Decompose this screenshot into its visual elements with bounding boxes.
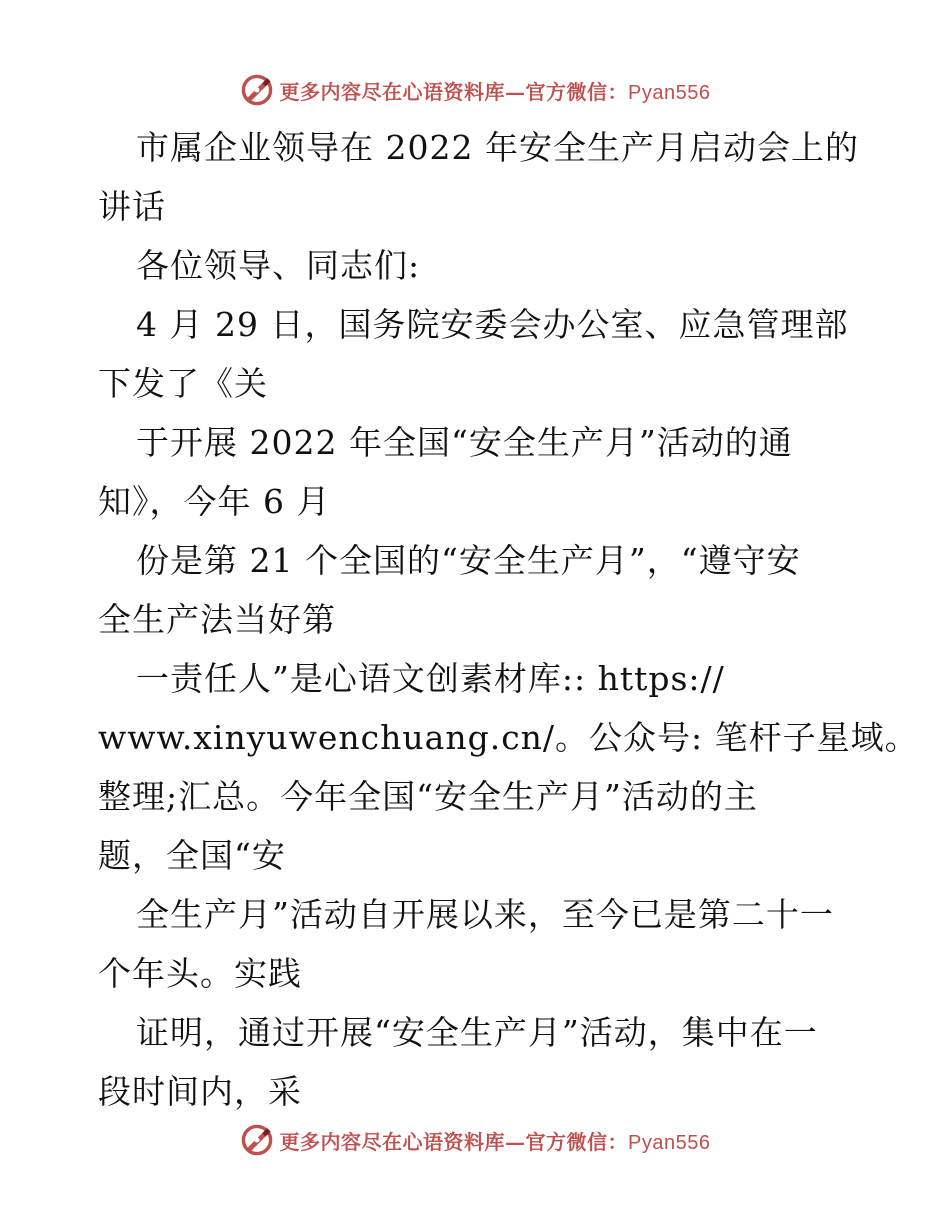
- pen-logo-icon: [240, 1123, 274, 1157]
- text-line: 个年头。实践: [98, 954, 302, 993]
- wechat-id: Pyan556: [628, 81, 711, 104]
- pen-logo-icon: [240, 73, 274, 107]
- banner-label: 更多内容尽在心语资料库—官方微信：: [279, 1129, 629, 1154]
- banner-text: [280, 76, 711, 105]
- text-line: 份是第 21 个全国的“安全生产月”，“遵守安: [136, 541, 801, 580]
- text-line: 证明，通过开展“安全生产月”活动，集中在一: [136, 1013, 818, 1052]
- text-line: 知》，今年 6 月: [98, 482, 331, 521]
- text-line: 段时间内，采: [98, 1072, 302, 1111]
- text-line: 市属企业领导在 2022 年安全生产月启动会上的: [136, 128, 859, 167]
- footer-banner: [0, 1118, 950, 1162]
- banner-label: 更多内容尽在心语资料库—官方微信：: [279, 79, 629, 104]
- banner-text: [280, 1126, 711, 1155]
- text-line: 题，全国“安: [98, 836, 286, 875]
- text-line: 整理;汇总。今年全国“安全生产月”活动的主: [98, 777, 758, 816]
- text-line: 下发了《关: [98, 364, 268, 403]
- header-banner: [0, 68, 950, 112]
- text-line: 于开展 2022 年全国“安全生产月”活动的通: [136, 423, 793, 462]
- text-line: 讲话: [98, 187, 166, 226]
- text-line: 全生产月”活动自开展以来，至今已是第二十一: [136, 895, 834, 934]
- text-line: www.xinyuwenchuang.cn/。公众号: 笔杆子星域。: [98, 718, 919, 757]
- text-line: 全生产法当好第: [98, 600, 336, 639]
- text-line: 各位领导、同志们:: [136, 246, 421, 285]
- text-line: 4 月 29 日，国务院安委会办公室、应急管理部: [136, 305, 849, 344]
- wechat-id: Pyan556: [628, 1131, 711, 1154]
- text-line: 一责任人”是心语文创素材库:: https://: [136, 659, 725, 698]
- document-body: [98, 118, 919, 1121]
